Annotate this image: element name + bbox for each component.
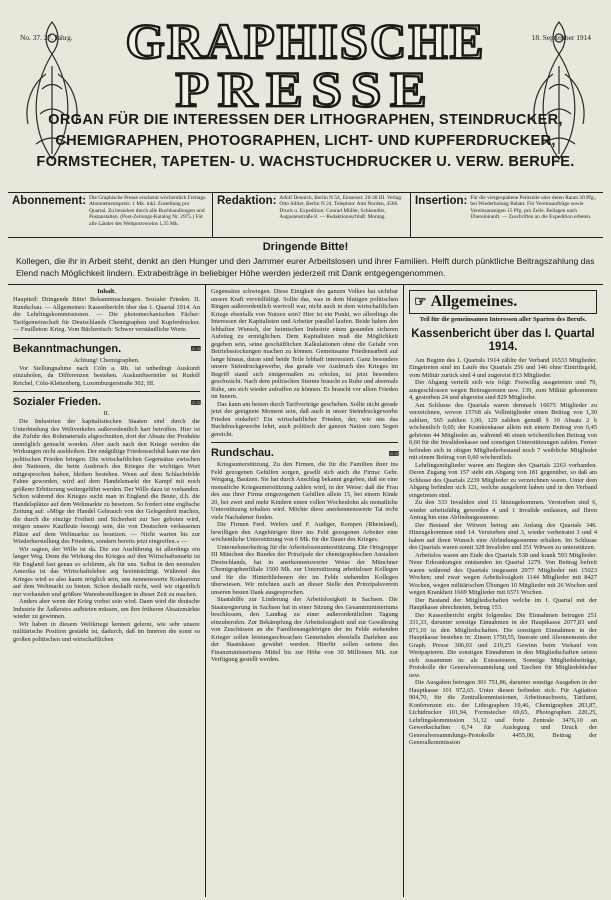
section-mark-icon: ▧▧ <box>388 450 398 457</box>
report-paragraph: Am Beginn des 1. Quartals 1914 zählte der Verband 16533 Mitglieder. Eingetreten sind im Laufe des Quartals 256 und 146 ohne Eintrittsgeld, vom Militär zurück sind 4 und zugereist 813 Mitglieder. <box>409 356 597 379</box>
redaktion-box <box>213 193 411 237</box>
allgemeines-subtitle: Teil für die gemeinsamen Interessen aller Sparten des Berufs. <box>419 316 587 323</box>
abonnement-label: Abonnement: <box>12 195 87 207</box>
allgemeines-title: Allgemeines. <box>430 293 518 310</box>
column-1 <box>8 285 206 897</box>
insertion-text: Für die viergespaltene Petitzeile oder deren Raum 30 Pfg., bei Wiederholung Rabatt. Für Vereinsaufträge sowie Vereinsanzeigen 15 Pfg. pro Zeile. Beilagen nach Übereinkunft. — Zuschriften an die Expedition erbeten. <box>470 195 597 221</box>
rundschau-paragraph: Staatshilfe zur Linderung der Arbeitslosigkeit in Sachsen. Die Staatsregierung in Sachsen hat in einer Sitzung des Gesamtministeriums beschlossen, den Landtag zu einer außerordentlichen Tagung einzuberufen. Zur Bekämpfung der Arbeitslosigkeit und zur Gewährung von Zuschüssen an die Familienangehörigen der im Felde stehenden Krieger sollen leistungsschwachen Gemeinden ebenfalls Darlehen aus der Staatskasse gewährt werden. Hierfür sollen seitens des Finanzministeriums Mittel bis zur Höhe von 30 Millionen Mk. zur Verfügung gestellt werden. <box>211 596 398 663</box>
article-paragraph: Wir haben in diesem Weltkriege kennen gelernt, wie sehr unsere militärische Position gestärkt ist, dadurch, daß im Inneren die sonst so großen politischen und wirtschaftlichen <box>13 620 200 643</box>
organ-subtitle <box>18 110 593 173</box>
report-paragraph: Der Bestand der Mitgliedschaften welche im I. Quartal mit der Hauptkasse abrechneten, betrug 153. <box>409 596 597 611</box>
notice-body: Kollegen, die ihr in Arbeit steht, denkt an den Hunger und den Jammer eurer Arbeitslosen und ihrer Familien. Helft durch pünktliche Beitragszahlung das Elend nach Möglichkeit lindern. Extrabeiträge in beliebiger Höhe werden jederzeit mit Dank entgegengenommen. <box>16 256 595 278</box>
redaktion-text: Adolf Dennich, Berlin N 54, Einsenstr. 26-28 III. Verlag: Otto Sillier, Berlin N 24. Telephon: Amt Norden, 4566. Druck u. Expedition: Conrad Müller, Schkeuditz, Augustenstraße 8. — Redaktionsschluß: Montag. <box>279 195 403 221</box>
sozialer-frieden-part: II. <box>103 410 110 417</box>
title-line-1: GRAPHISCHE <box>125 14 486 69</box>
article-paragraph: Gegensätze schwiegen. Diese Einigkeit des ganzen Volkes hat sichtbar unsere Kraft vervielfältigt. Sollte das, was in dem blutigen politischen Ringen außerordentlich wertvoll war, nicht auch in dem wirtschaftlichen Kriege ebenfalls von Nutzen sein? Hier ist ein Punkt, wo allerdings die Interessen der Kapitalisten und Arbeiter parallel laufen. Beide haben den lebhaften Wunsch, der heimischen Industrie einen gesunden sicheren Aufstieg zu ermöglichen. Dem Kapitalisten muß die Möglichkeit gegeben sein, seine geschäftlichen Kalkulationen ohne die Gefahr von Betriebsstockungen machen zu können. Gemeinsame Friedensarbeit auf lange hinaus, daran sind beide Teile lebhaft interessiert. Ganz besonders unsere Steindruckgewerbe, das gerade vor Ausbruch des Krieges im Begriff stand sich einigermaßen zu erholen, ist jetzt besonders geschwächt. Nach dem politischen Sturme braucht es Ruhe und abermals Ruhe, um sich wieder aufraffen zu können. Es braucht vor allem Frieden im Innern. <box>211 288 398 400</box>
notice-title: Dringende Bitte! <box>262 241 349 253</box>
masthead <box>8 6 603 193</box>
redaktion-label: Redaktion: <box>217 195 277 207</box>
issue-number: No. 37. 27. Jahrg. <box>20 33 73 42</box>
column-2 <box>206 285 404 897</box>
abonnement-text: Die Graphische Presse erscheint wöchentlich Freitags. Abonnementspreis: 1 Mk. inkl. Zustellung pro Quartal. Zu beziehen durch alle Buchhandlungen und Postanstalten. (Post-Zeitungs-Katalog Nr. 2975.) Für alle Länder des Weltpostvereins 1,35 Mk. <box>89 195 207 227</box>
abonnement-box <box>8 193 213 237</box>
sozialer-frieden-title: Sozialer Frieden. <box>13 396 102 408</box>
article-paragraph: Wir sagten, der Wille ist da. Die zur Ausführung ist allerdings ein langer Weg. Denn die Wirkung des Krieges auf den Wirtschaftsmarkt ist für England fast genau so schlimm, als für uns. Selbst in den neutralen Amerika ist das Wirtschaftsleben arg beeinträchtigt. Während des Krieges wird es also kaum möglich sein, uns nennenswerte Konkurrenz auf dem Weltmarkt zu bieten. Schon deshalb nicht, weil wir eigentlich nur vorhanden und größere Warenbestellungen in dieser Zeit zu machen. <box>13 545 200 598</box>
column-3 <box>404 285 602 897</box>
rundschau-paragraph: Kriegsunterstützung. Zu den Firmen, die für die Familien ihrer ins Feld gezogenen Gehilfen sorgen, gesellt sich auch die Firma: Gebr. Weigang, Bautzen. Sie hat durch Anschlag bekannt gegeben, daß sie eine monatliche Kriegsunterstützung zahlen wird, in der Weise: daß die Frau des aus ihrer Firma eingezogenen Gehilfen allein 15, bei einem Kinde 20, bei zwei und mehr Kindern einen vollen Wochenlohn als monatliche Unterstützung erhalten wird. Möchte diese anerkennenswerte Tat recht viele Nachahmer finden. <box>211 461 398 521</box>
report-paragraph: Der Abgang verteilt sich wie folgt: Freiwillig ausgetreten sind 79, ausgeschlossen wegen Beitragsresten usw. 139, zum Militär gekommen 4, gestorben 24 und abgereist sind 829 Mitglieder. <box>409 379 597 401</box>
divider <box>13 338 200 339</box>
section-heading-rundschau <box>211 447 398 459</box>
bekanntmachungen-text: Vor Stellungnahme nach Cöln a. Rh. ist unbedingt Auskunft einzuholen, da Differenzen bestehen. Auskunftserteiler ist Rudolf Reichel, Cöln-Klettenberg, Luxemburgerstraße 302, III. <box>13 364 200 387</box>
report-paragraph: Der Bestand der Witwen betrug am Anfang des Quartals 346. Hinzugekommen sind 14. Verstorben sind 3, wieder verheiratet 3 und 4 haben auf ihren Wunsch eine Abfindungssumme erhalten. Im Schlusse des Quartals waren somit 328 Invaliden und 351 Witwen zu unterstützen. <box>409 521 597 551</box>
info-strip <box>8 193 603 238</box>
report-paragraph: Zu den 333 Invaliden sind 11 hinzugekommen. Verstorben sind 6, wieder arbeitsfähig geworden 4 und 1 Invalide entlassen, auf Ihren Antrag hin eine Abfindungssumme. <box>409 499 597 521</box>
report-paragraph: Der Kassenbericht ergibt folgendes: Die Einnahmen betrugen 251 331,33, darunter sonstige Einnahmen in der Hauptkasse 2077,83 und 871,10 in den Mitgliedschaften. Die sonstigen Einnahmen in der Hauptkasse bestehen in: Zinsen 1750,55, Inserate und Abonnements der Graph. Presse 306,03 und 219,25 Gewinn beim Verkauf von Wertpapieren. Die sonstigen Einnahmen in den Mitgliedschaften setzen sich zusammen in: als Extrasteuern, Sonstige Mitgliedsbeiträge, Protokolle der Generalversammlung und Taschen für Mitgliedsbücher usw. <box>409 611 597 679</box>
issue-date: 18. September 1914 <box>531 33 591 42</box>
urgent-notice <box>8 238 603 285</box>
report-paragraph: Arbeitslos waren am Ende des Quartals 538 und krank 593 Mitglieder. Neue Erkrankungen entstanden im Quartal 1279. Von Beitrag befreit waren während des Quartals insgesamt 2977 Mitglieder mit 15023 Wochen; und zwar wegen Arbeitslosigkeit 1144 Mitglieder mit 8427 Wochen, wegen militärischen Übungen 10 Mitglieder mit 26 Wochen und wegen Krankheit 1669 Mitglieder mit 6571 Wochen. <box>409 551 597 596</box>
title-line-2: PRESSE <box>175 61 436 110</box>
article-columns <box>8 285 603 897</box>
rundschau-paragraph: Unternehmerbeitrag für die Arbeitslosenunterstützung. Die Ortsgruppe III München des Bundes der Prinzipale der chemigraphischen Anstalten Deutschlands, hat in anerkennenswerter Weise der Münchner Chemigraphenfiliale 1500 Mk. zur Unterstützung arbeitsloser Kollegen und für die Hinterbliebenen der im Felde stehenden Kollegen überwiesen. Wir möchten auch an dieser Stelle den Prinzipalsverein unseren besten Dank ausgesprochen. <box>211 543 398 596</box>
title-logo <box>118 14 493 110</box>
organ-line-3: FORMSTECHER, TAPETEN- U. WACHSTUCHDRUCKER U. VERW. BERUFE. <box>36 154 575 170</box>
pointing-hand-icon: ☞ <box>414 294 427 310</box>
divider <box>211 442 398 443</box>
divider <box>13 391 200 392</box>
contents-text: Hauptteil: Dringende Bitte! Bekanntmachungen. Sozialer Frieden. II. Rundschau. — Allgemeines: Kassenbericht über das 1. Quartal 1914. An die Lehrlingskommissionen. — Die photomechanischen Fächer: Tarifgemeinschaft für Deutschlands Chemigraphen und Kupferdrucker. — Feuilleton: Krieg. Vom Büchertisch: Schwer verständliche Worte. <box>13 296 200 333</box>
insertion-label: Insertion: <box>415 195 468 207</box>
section-mark-icon: ▧▧ <box>190 346 200 352</box>
rundschau-title: Rundschau. <box>211 447 274 459</box>
article-paragraph: Das kann am besten durch Tarifverträge geschehen. Sollte nicht gerade jetzt der geeignete Moment sein, daß auch in unser Steindruckgewerbe Frieden einkehrt? Ein wirtschaftlicher Frieden, der, wie uns das Buchdruckgewerbe lehrt, auch politisch der ganzen Nation zum Segen gereicht. <box>211 400 398 438</box>
report-paragraph: Die Ausgaben betrugen 301 751,86, darunter sonstige Ausgaben in der Hauptkasse 101 972,65. Unter diesen befinden sich: Für Agitation 904,70, für die Zentralkommissionen, Arbeitsnachweis, Tarifamt, Konferenzen etc. der Lithographen 19,46, Chemigraphen 203,87, Lichtdrucker 101,94, Formstecher 69,65, Photographen 220,25, Lehrlingskommission 31,12 und freie Zentrale 3476,10 an Gewerkschaften 6,74 für Auslegung und Druck der Generalversammlungs-Protokolle 4455,00, Beitrag der Generalkommission <box>409 679 597 746</box>
bekanntmachungen-subtitle: Achtung! Chemigraphen. <box>73 356 140 364</box>
section-heading-bekanntmachungen <box>13 343 200 355</box>
section-heading-sozialer-frieden <box>13 396 200 408</box>
article-paragraph: Die Industrien der kapitalistischen Staaten sind durch die Unterbindung des Weltverkehrs außerordentlich hart betroffen. Hier ist die Zufuhr des Rohmaterials abgeschnitten, dort der Absatz der Produkte unmöglich gemacht worden. Aber auch nach den Kriege werden die Wirkungen nicht ausbleiben. Der endgültige Friedensschluß kann nur den politischen Frieden bringen. Die wirtschaftlichen Gegensätze zwischen den Nationen, die beim Ausbruch des Krieges ihr wichtiges Wort mitgesprochen haben, bleiben bestehen. Wenn auf dem Schlachtfelde Fahne geworden, wird auf dem Handelsmarkt der Kampf mit noch größerer Erbitterung weitergeführt werden. Der Wille dazu ist vorhanden. Schon während des Krieges sucht man in England die Beute, d.h. die Handelsplätze auf dem Weltmarkte zu besetzen. So fordert eine englische Zeitung auf: »Möge der Handel Gebrauch von der Gelegenheit machen, die durch die einzige Freiheit und Sicherheit zur See geboten wird, mögen unsere Kaufleute besorgt sein, die von Deutschen verlassenen Plätze auf dem Weltmarkte zu besetzen. — Nicht warten bis zur Wiederherstellung des Friedens, sondern bereits jetzt eingreifen.« — <box>13 418 201 545</box>
contents-heading: Inhalt. <box>97 288 116 295</box>
rundschau-paragraph: Die Firmen Ferd. Wefers und F. Audiger, Kempen (Rheinland), bewilligen den Angehörigen ihrer ins Feld gezogenen Arbeiter eine wöchentliche Unterstützung von 6 Mk. für die Dauer des Krieges. <box>211 521 398 543</box>
insertion-box <box>411 193 603 237</box>
article-paragraph: Anders aber wenn der Krieg vorbei sein wird. Dann wird die deutsche Industrie ihr Äußerstes aufbieten müssen, um ihre früheren Absatzmärkte wieder zu gewinnen. <box>13 598 200 620</box>
report-paragraph: Am Schlusse des Quartals waren demnach 16675 Mitglieder zu verzeichnen, wovon 15768 als Vollmitglieder einen Beitrag von 1,30 zahlten, 565 zahlten 1,00, 129 zahlten gemäß § 10 Absatz 2 b wöchentlich 0,60; der Krankenkasse allein mit einem Beitrag von 0,45 gehörten 44 Mitglieder an, während 46 einen wöchentlichen Beitrag von 0,60 für die Invalidenkasse und sonstigen Unterstützungen zahlen. Ferner befinden sich in obigen Mitgliederbestand noch 7 weibliche Mitglieder mit einem Beitrag von 0,60 wöchentlich. <box>409 401 597 461</box>
organ-line-2: CHEMIGRAPHEN, PHOTOGRAPHEN, LICHT- UND KUPFERDRUCKER, <box>55 133 556 149</box>
kassenbericht-title: Kassenbericht über das I. Quartal 1914. <box>411 327 595 353</box>
organ-line-1: ORGAN FÜR DIE INTERESSEN DER LITHOGRAPHEN, STEINDRUCKER, <box>48 112 563 128</box>
section-mark-icon: ▧▧ <box>190 399 200 406</box>
allgemeines-banner <box>409 290 597 314</box>
report-paragraph: Lehrlingsmitglieder waren am Beginn des Quartals 2263 vorhanden. Deren Zugang von 157 steht ein Abgang von 181 gegenüber, so daß am Schlusse des Quartals 2239 Mitglieder zu verzeichnen waren. Unter dem Abgang befinden sich 121, welche ausgelernt haben und in den Verband eingetreten sind. <box>409 461 597 499</box>
bekanntmachungen-title: Bekanntmachungen. <box>13 342 122 355</box>
